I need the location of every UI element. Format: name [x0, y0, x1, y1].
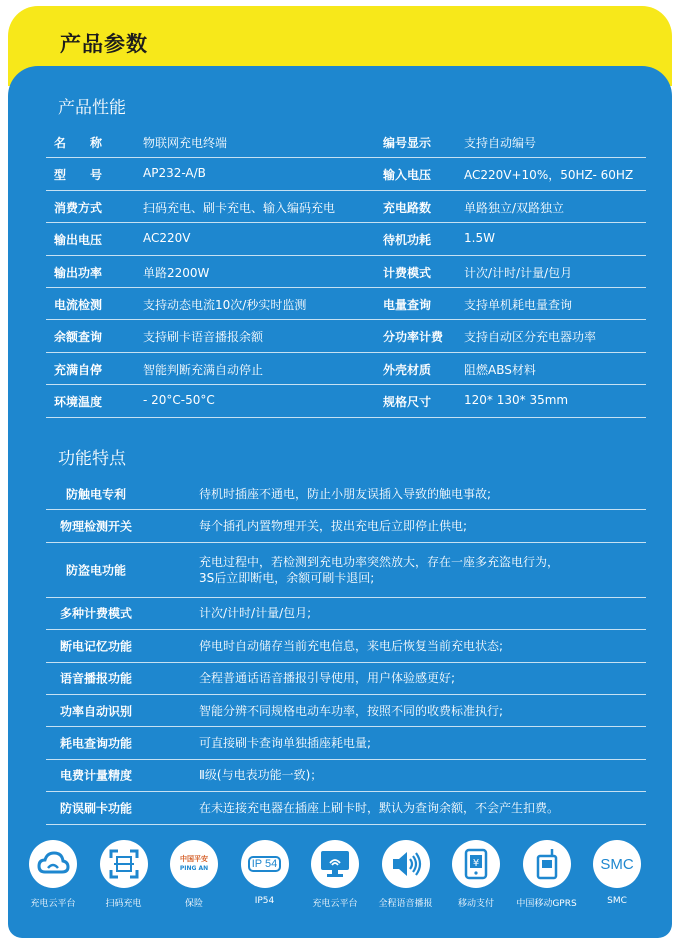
feature-description — [199, 638, 503, 654]
param-label: 消费方式 — [54, 200, 103, 215]
param-label: 充电路数 — [383, 200, 432, 215]
feature-row — [46, 760, 646, 792]
param-value: 1.5W — [464, 231, 495, 246]
feature-icon-item — [441, 840, 511, 909]
param-value: 扫码充电、刷卡充电、输入编码充电 — [143, 200, 336, 215]
mobile-pay-icon — [452, 840, 500, 888]
feature-description-line: 智能分辨不同规格电动车功率，按照不同的收费标准执行; — [199, 703, 504, 718]
param-row — [46, 353, 646, 385]
param-label: 电量查询 — [383, 297, 432, 312]
param-value: 计次/计时/计量/包月 — [464, 265, 573, 280]
feature-description-line: 计次/计时/计量/包月; — [199, 606, 312, 621]
speaker-icon — [382, 840, 430, 888]
param-value: AC220V+10%，50HZ- 60HZ — [464, 168, 634, 183]
icon-label: 中国移动GPRS — [516, 899, 577, 909]
scan-icon — [100, 840, 148, 888]
param-label: 名 称 — [54, 136, 103, 150]
param-value: 物联网充电终端 — [143, 136, 228, 150]
feature-description — [199, 554, 559, 586]
logo-text: 中国平安 — [180, 855, 208, 863]
param-row — [46, 256, 646, 288]
feature-icon-item — [230, 840, 300, 906]
feature-description — [199, 800, 559, 816]
icon-badge-text: SMC — [600, 855, 634, 873]
param-row — [46, 223, 646, 255]
param-label: 编号显示 — [383, 136, 432, 150]
feature-description — [199, 703, 503, 719]
param-label: 输出功率 — [54, 265, 103, 280]
feature-description — [199, 735, 371, 751]
smc-icon — [593, 840, 641, 888]
icon-label: 充电云平台 — [30, 899, 76, 909]
param-value: 120* 130* 35mm — [464, 393, 569, 408]
params-table — [46, 126, 646, 418]
feature-row — [46, 792, 646, 824]
feature-icon-strip — [18, 840, 658, 920]
param-label: 电流检测 — [54, 297, 103, 312]
feature-label: 功率自动识别 — [59, 704, 132, 719]
feature-label: 防误刷卡功能 — [59, 801, 132, 816]
gprs-icon — [523, 840, 571, 888]
param-value: 智能判断充满自动停止 — [143, 362, 264, 377]
icon-label: 扫码充电 — [105, 899, 142, 909]
feature-description-line: 每个插孔内置物理开关，拔出充电后立即停止供电; — [199, 519, 468, 534]
param-value: AP232-A/B — [143, 166, 206, 181]
cloud-icon — [29, 840, 77, 888]
feature-row — [46, 695, 646, 727]
param-value: 单路2200W — [143, 265, 210, 280]
feature-row — [46, 478, 646, 510]
icon-label: 充电云平台 — [312, 899, 358, 909]
feature-label: 防触电专利 — [65, 487, 126, 502]
param-label: 计费模式 — [383, 265, 432, 280]
icon-badge-text: IP 54 — [248, 856, 282, 872]
feature-description-line: 全程普通话语音播报引导使用，用户体验感更好; — [199, 671, 456, 686]
param-label: 待机功耗 — [383, 233, 432, 248]
param-label: 规格尺寸 — [383, 395, 432, 410]
monitor-icon — [311, 840, 359, 888]
param-value: 支持动态电流10次/秒实时监测 — [143, 297, 307, 312]
feature-icon-item — [18, 840, 88, 909]
param-row — [46, 126, 646, 158]
feature-label: 断电记忆功能 — [59, 639, 132, 654]
param-label: 余额查询 — [54, 330, 103, 345]
features-table — [46, 478, 646, 825]
pingan-logo-icon — [170, 840, 218, 888]
icon-label: 保险 — [184, 899, 203, 909]
param-value: - 20°C-50°C — [143, 393, 215, 408]
feature-description-line: 充电过程中，若检测到充电功率突然放大，存在一座多充盗电行为， — [199, 554, 560, 569]
param-row — [46, 320, 646, 352]
feature-label: 防盗电功能 — [65, 563, 126, 578]
feature-icon-item — [582, 840, 652, 906]
feature-row — [46, 663, 646, 695]
param-value: 单路独立/双路独立 — [464, 200, 565, 215]
icon-label: 移动支付 — [457, 899, 494, 909]
feature-description-line: 在未连接充电器在插座上刷卡时，默认为查询余额，不会产生扣费。 — [199, 800, 560, 815]
icon-label: SMC — [607, 896, 627, 906]
icon-label: IP54 — [254, 896, 275, 906]
feature-icon-item — [89, 840, 159, 909]
param-label: 充满自停 — [54, 362, 103, 377]
svg-text:¥: ¥ — [472, 858, 480, 869]
feature-description — [199, 767, 322, 783]
feature-row — [46, 727, 646, 759]
feature-icon-item — [371, 840, 441, 909]
param-value: 支持自动编号 — [464, 136, 537, 150]
feature-label: 物理检测开关 — [59, 519, 132, 534]
feature-description-line: 可直接刷卡查询单独插座耗电量; — [199, 736, 372, 751]
param-row — [46, 385, 646, 417]
feature-row — [46, 630, 646, 662]
param-label: 外壳材质 — [383, 362, 432, 377]
param-value: AC220V — [143, 231, 191, 246]
feature-row — [46, 598, 646, 630]
param-row — [46, 288, 646, 320]
logo-text: PING AN — [179, 865, 209, 872]
section-title-features: 功能特点 — [58, 449, 126, 469]
feature-description — [199, 486, 491, 502]
feature-description-line: 3S后立即断电，余额可刷卡退回; — [199, 570, 375, 585]
feature-row — [46, 543, 646, 598]
param-row — [46, 191, 646, 223]
feature-label: 电费计量精度 — [59, 768, 132, 783]
param-value: 支持刷卡语音播报余额 — [143, 330, 264, 345]
param-row — [46, 158, 646, 190]
feature-description-line: 停电时自动储存当前充电信息，来电后恢复当前充电状态; — [199, 638, 504, 653]
icon-label: 全程语音播报 — [378, 899, 433, 909]
feature-description — [199, 670, 455, 686]
param-value: 支持单机耗电量查询 — [464, 297, 573, 312]
feature-icon-item — [300, 840, 370, 909]
param-label: 输出电压 — [54, 233, 103, 248]
feature-icon-item — [159, 840, 229, 909]
ip54-icon — [241, 840, 289, 888]
param-value: 阻燃ABS材料 — [464, 362, 536, 377]
feature-description-line: 待机时插座不通电，防止小朋友误插入导致的触电事故; — [199, 486, 492, 501]
feature-icon-item — [512, 840, 582, 909]
feature-description — [199, 605, 311, 621]
param-label: 环境温度 — [54, 395, 103, 410]
feature-description-line: Ⅱ级(与电表功能一致)； — [199, 768, 323, 783]
feature-description — [199, 518, 467, 534]
param-value: 支持自动区分充电器功率 — [464, 330, 597, 345]
feature-label: 多种计费模式 — [59, 606, 132, 621]
param-label: 型 号 — [54, 168, 103, 183]
section-title-performance: 产品性能 — [58, 98, 126, 118]
param-label: 分功率计费 — [383, 330, 444, 345]
feature-label: 耗电查询功能 — [59, 736, 132, 751]
page-title: 产品参数 — [60, 32, 148, 56]
feature-label: 语音播报功能 — [59, 671, 132, 686]
param-label: 输入电压 — [383, 168, 432, 183]
feature-row — [46, 510, 646, 542]
